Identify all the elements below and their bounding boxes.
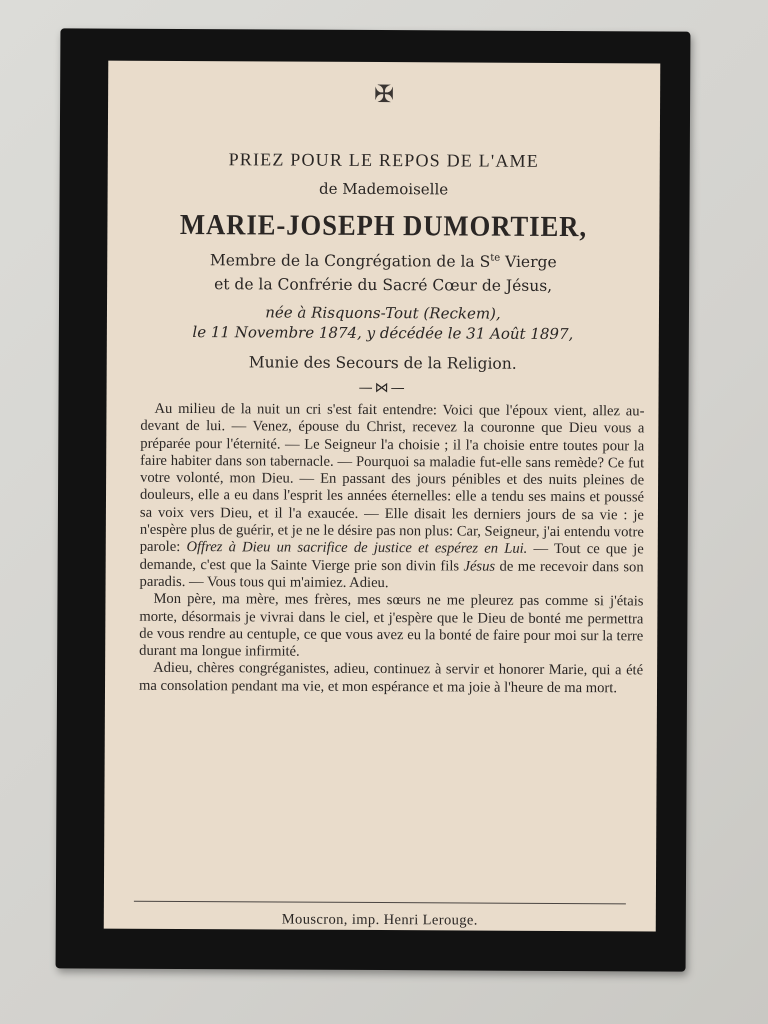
paragraph-1 bbox=[140, 401, 645, 594]
body-text bbox=[139, 401, 645, 698]
p1-jesus: Jésus bbox=[463, 558, 496, 575]
birth-line: née à Risquons-Tout (Reckem), bbox=[265, 303, 501, 323]
sacraments-line: Munie des Secours de la Religion. bbox=[248, 353, 517, 373]
dates-line: le 11 Novembre 1874, y décédée le 31 Août 1897, bbox=[192, 323, 574, 344]
mourning-card bbox=[56, 28, 691, 971]
heading: PRIEZ POUR LE REPOS DE L'AME bbox=[228, 149, 540, 171]
ornament-divider: —⋈— bbox=[358, 379, 407, 397]
cross-icon: ✠ bbox=[373, 80, 395, 109]
salutation: de Mademoiselle bbox=[319, 179, 449, 199]
membership-sup: te bbox=[490, 252, 501, 264]
membership-line bbox=[107, 251, 659, 272]
divider-rule bbox=[134, 901, 626, 905]
p1-part-a: Au milieu de la nuit un cri s'est fait entendre: Voici que l'époux vient, allez au-devant de lui. — Venez, épouse du Christ, recevez la couronne que Dieu vous a préparée pour l'éternité. — Le Seigneur l'a choisie ; il l'a choisie entre toutes pour la faire habiter dans son tabernacle. — Pourquoi sa maladie fut-elle sans remède? Ce fut votre volonté, mon Dieu. — En passant des jours pénibles et des nuits pleines de douleurs, elle a eu dans l'esprit les années éternelles: elle a tendu ses mains et poussé sa voix vers Dieu, et il l'a exaucée. — Elle disait les derniers jours de sa vie : je n'espère plus de guérir, et je ne le désire pas non plus: Car, Seigneur, j'ai entendu votre parole: bbox=[139, 400, 645, 556]
p1-part-b: — Tout ce que je demande, c'est que la Sainte Vierge prie son divin fils bbox=[139, 541, 644, 575]
card-paper bbox=[104, 61, 661, 932]
p1-part-c: de me recevoir dans son paradis. — Vous tous qui m'aimiez. Adieu. bbox=[139, 558, 644, 592]
paragraph-3: Adieu, chères congréganistes, adieu, continuez à servir et honorer Marie, qui a été ma consolation pendant ma vie, et mon espérance et ma joie à l'heure de ma mort. bbox=[138, 660, 644, 697]
deceased-name: MARIE-JOSEPH DUMORTIER, bbox=[179, 208, 588, 244]
paragraph-2: Mon père, ma mère, mes frères, mes sœurs ne me pleurez pas comme si j'étais morte, désormais je vivrai dans le ciel, et j'espère que le Dieu de bonté me permettra de vous rendre au centuple, ce que vous avez eu la bonté de faire pour moi sur la terre durant ma longue infirmité. bbox=[139, 591, 644, 660]
confrerie-line: et de la Confrérie du Sacré Cœur de Jésus, bbox=[214, 275, 553, 295]
p1-italic: Offrez à Dieu un sacrifice de justice et espérez en Lui. bbox=[186, 539, 528, 558]
membership-prefix: Membre de la Congrégation de la S bbox=[209, 251, 491, 271]
printer-line: Mouscron, imp. Henri Lerouge. bbox=[281, 911, 478, 929]
membership-suffix: Vierge bbox=[500, 252, 557, 272]
